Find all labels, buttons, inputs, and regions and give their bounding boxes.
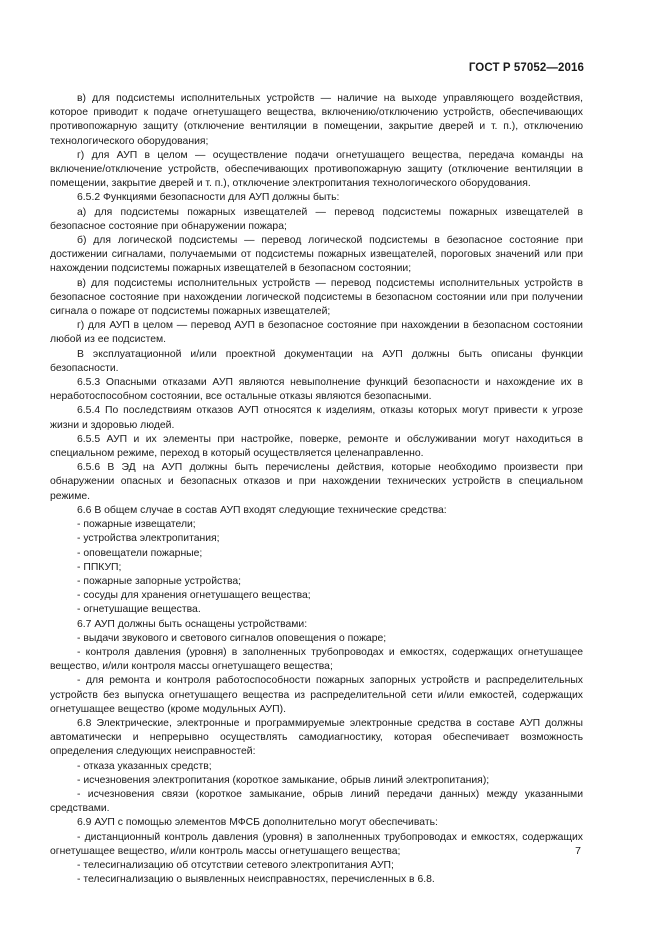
paragraph: г) для АУП в целом — осуществление подачи огнетушащего вещества, передача команды на включение/отключение устройств, обеспечивающих противопожарную защиту (отключение вентиляции в помещении, закрытие дверей и т. п.), отключение электропитания технологического оборудования. xyxy=(50,149,583,190)
list-item: - телесигнализацию о выявленных неисправностях, перечисленных в 6.8. xyxy=(77,874,435,886)
paragraph: 6.5.6 В ЭД на АУП должны быть перечислены действия, которые необходимо произвести при обнаружении опасных и безопасных отказов и при нахождении технических устройств в специальном режиме. xyxy=(50,462,583,502)
list-item: - дистанционный контроль давления (уровня) в заполненных трубопроводах и емкостях, содержащих огнетушащее вещество, и/или контроль массы огнетушащего вещества; xyxy=(50,831,583,857)
list-item: - телесигнализацию об отсутствии сетевого электропитания АУП; xyxy=(77,859,394,871)
list-item: - исчезновения электропитания (короткое замыкание, обрыв линий электропитания); xyxy=(77,774,490,786)
paragraph: б) для логической подсистемы — перевод логической подсистемы в безопасное состояние при достижении сигналами, получаемыми от подсистемы пожарных извещателей, пороговых значений или при нахождении подсистемы пожарных извещателей в безопасном состоянии; xyxy=(50,235,583,275)
list-item: - исчезновения связи (короткое замыкание, обрыв линий передачи данных) между указанными средствами. xyxy=(50,788,583,815)
paragraph: г) для АУП в целом — перевод АУП в безопасное состояние при нахождении в безопасном состоянии любой из ее подсистем. xyxy=(50,320,583,346)
list-item: - выдачи звукового и светового сигналов оповещения о пожаре; xyxy=(77,632,387,644)
list-item: - пожарные извещатели; xyxy=(77,519,196,531)
document-body xyxy=(50,92,583,887)
list-item: - ППКУП; xyxy=(77,561,122,573)
paragraph: в) для подсистемы исполнительных устройств — наличие на выходе управляющего воздействия, которое приводит к подаче огнетушащего вещества, включению/отключению устройств, обеспечивающих противопожарную защиту (отключение вентиляции в помещении, закрытие дверей и т. п.), отключению технологического оборудования; xyxy=(50,93,583,147)
list-item: - для ремонта и контроля работоспособности пожарных запорных устройств и распределительных устройств без выпуска огнетушащего вещества из распределительной сети и/или емкостей, содержащих огнетушащее вещество (кроме модульных АУП). xyxy=(50,675,583,715)
paragraph: 6.8 Электрические, электронные и программируемые электронные средства в составе АУП должны автоматически и непрерывно осуществлять самодиагностику, которая обеспечивает возможность определения следующих неисправностей: xyxy=(50,717,583,758)
page-number: 7 xyxy=(575,845,581,857)
paragraph: 6.6 В общем случае в состав АУП входят следующие технические средства: xyxy=(77,504,447,516)
list-item: - оповещатели пожарные; xyxy=(77,547,203,559)
paragraph: В эксплуатационной и/или проектной документации на АУП должны быть описаны функции безопасности. xyxy=(50,348,583,374)
paragraph: 6.5.2 Функциями безопасности для АУП должны быть: xyxy=(77,192,340,204)
list-item: - устройства электропитания; xyxy=(77,533,220,545)
paragraph: в) для подсистемы исполнительных устройств — перевод подсистемы исполнительных устройств в безопасное состояние при нахождении логической подсистемы в безопасном состоянии или при получении сигнала о пожаре от подсистемы пожарных извещателей; xyxy=(50,277,583,318)
paragraph: 6.9 АУП с помощью элементов МФСБ дополнительно могут обеспечивать: xyxy=(77,817,438,829)
paragraph: 6.5.4 По последствиям отказов АУП относятся к изделиям, отказы которых могут привести к угрозе жизни и здоровью людей. xyxy=(50,405,583,431)
list-item: - пожарные запорные устройства; xyxy=(77,575,242,587)
list-item: - контроля давления (уровня) в заполненных трубопроводах и емкостях, содержащих огнетушащее вещество, и/или контроля массы огнетушащего вещества; xyxy=(50,646,583,673)
document-code: ГОСТ Р 57052—2016 xyxy=(468,62,584,74)
paragraph: 6.5.3 Опасными отказами АУП являются невыполнение функций безопасности и нахождение их в неработоспособном состоянии, все остальные отказы являются безопасными. xyxy=(50,377,583,403)
paragraph: 6.5.5 АУП и их элементы при настройке, поверке, ремонте и обслуживании могут находиться в специальном режиме, переход в который осуществляется целенаправленно. xyxy=(50,433,583,460)
list-item: - отказа указанных средств; xyxy=(77,760,212,772)
list-item: - сосуды для хранения огнетушащего вещества; xyxy=(77,590,311,602)
paragraph: а) для подсистемы пожарных извещателей — перевод подсистемы пожарных извещателей в безопасное состояние при обнаружении пожара; xyxy=(50,206,583,232)
paragraph: 6.7 АУП должны быть оснащены устройствами: xyxy=(77,618,308,630)
list-item: - огнетушащие вещества. xyxy=(77,604,201,616)
